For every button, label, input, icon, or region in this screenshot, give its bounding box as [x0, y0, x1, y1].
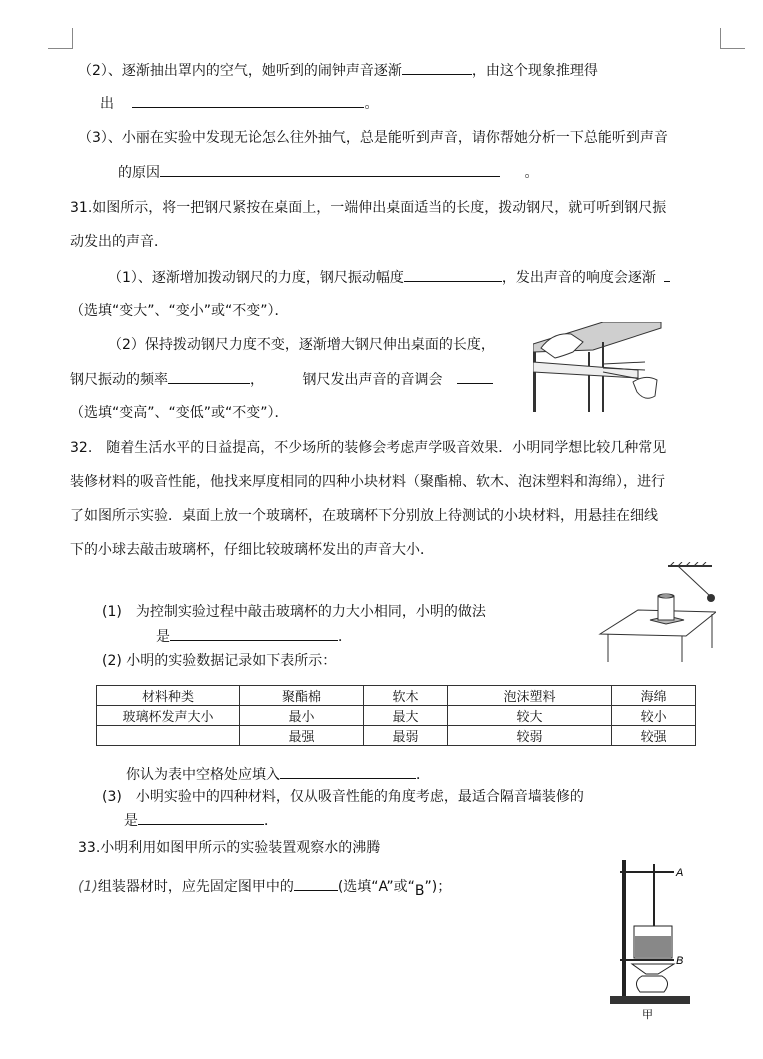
- q33-part1: [78, 876, 451, 901]
- answer-blank[interactable]: [404, 267, 502, 282]
- answer-blank[interactable]: [160, 162, 500, 177]
- answer-blank[interactable]: [664, 267, 670, 282]
- text: 装修材料的吸音性能，他找来厚度相同的四种小块材料（聚酯棉、软木、泡沫塑料和海绵），进行: [70, 474, 665, 490]
- corner-mark-right: [720, 28, 745, 49]
- text: 33.小明利用如图甲所示的实验装置观察水的沸腾: [78, 840, 381, 856]
- plucking-hand: [633, 377, 657, 398]
- q31-part2-line1: [108, 335, 495, 355]
- text: (1): [78, 879, 98, 895]
- table-cell: 最小: [240, 706, 364, 726]
- text: 下的小球去敲击玻璃杯，仔细比较玻璃杯发出的声音大小．: [70, 542, 434, 558]
- text: (3) 小明实验中的四种材料，仅从吸音性能的角度考虑，最适合隔音墙装修的: [102, 789, 584, 805]
- boiling-apparatus-figure: [610, 856, 710, 1024]
- text: 了如图所示实验．桌面上放一个玻璃杯，在玻璃杯下分别放上待测试的小块材料，用悬挂在细线: [70, 508, 658, 524]
- table-cell: 玻璃杯发声大小: [97, 706, 240, 726]
- text: 。: [524, 165, 539, 181]
- q32-part1-line2: [156, 626, 352, 647]
- q31-stem-line2: [70, 232, 168, 252]
- text: 钢尺振动的频率: [70, 372, 168, 388]
- text: (选填“A”或“: [337, 879, 415, 895]
- q32-stem-line4: [70, 540, 434, 560]
- answer-blank[interactable]: [294, 876, 338, 891]
- text: ”)；: [424, 879, 452, 895]
- pendulum-cup-figure: [598, 562, 716, 664]
- q32-part3-line2: [124, 810, 278, 831]
- table-cell: 较弱: [447, 726, 611, 746]
- answer-blank[interactable]: [168, 369, 250, 384]
- text: 你认为表中空格处应填入: [126, 767, 280, 783]
- answer-blank[interactable]: [170, 626, 338, 641]
- table-cell: 泡沫塑料: [447, 686, 611, 706]
- table-row: [97, 686, 696, 706]
- table-cell: 较强: [612, 726, 696, 746]
- prev-q-part3-line1: [78, 128, 668, 148]
- text: ，由这个现象推理得: [471, 63, 598, 79]
- q31-part1-hint: [70, 301, 289, 321]
- text: ．: [338, 629, 352, 645]
- text: （2）保持拨动钢尺力度不变，逐渐增大钢尺伸出桌面的长度，: [108, 337, 495, 353]
- text: 的原因: [118, 165, 160, 181]
- text: 是: [156, 629, 170, 645]
- text: ．: [264, 813, 278, 829]
- q31-stem-line1: [70, 198, 666, 218]
- table-row: [97, 726, 696, 746]
- answer-blank[interactable]: [132, 93, 364, 108]
- q32-part2-fill: [126, 764, 430, 785]
- text: (1) 为控制实验过程中敲击玻璃杯的力大小相同，小明的做法: [102, 604, 486, 620]
- stand-base: [610, 996, 690, 1004]
- text: 动发出的声音．: [70, 234, 168, 250]
- table-cell: 最强: [240, 726, 364, 746]
- text: B: [414, 882, 425, 899]
- glass-cup: [658, 596, 674, 620]
- ball: [707, 594, 715, 602]
- q31-part2-line2: [70, 369, 493, 390]
- answer-blank[interactable]: [138, 810, 264, 825]
- text: 出: [100, 96, 114, 112]
- text: ，发出声音的响度会逐渐: [501, 270, 656, 286]
- q32-stem-line1: [70, 438, 666, 458]
- string: [678, 566, 710, 596]
- table-cell: 海绵: [612, 686, 696, 706]
- table-cell-blank[interactable]: [97, 726, 240, 746]
- table-cell: 较小: [612, 706, 696, 726]
- text: 是: [124, 813, 138, 829]
- text: （选填“变大”、“变小”或“不变”）．: [70, 303, 289, 319]
- q32-part1-line1: [102, 602, 486, 622]
- steel-ruler-figure: [533, 322, 663, 414]
- q32-stem-line3: [70, 506, 658, 526]
- water: [635, 936, 671, 957]
- q32-part3-line1: [102, 787, 584, 807]
- table-cell: 材料种类: [97, 686, 240, 706]
- prev-q-part2-line2: [100, 93, 378, 114]
- text: 。: [364, 96, 379, 112]
- text: （2）、逐渐抽出罩内的空气，她听到的闹钟声音逐渐: [78, 63, 402, 79]
- text: （3）、小丽在实验中发现无论怎么往外抽气，总是能听到声音，请你帮她分析一下总能听到声音: [78, 130, 668, 146]
- q32-part2: [102, 651, 336, 671]
- q32-stem-line2: [70, 472, 665, 492]
- data-table: [96, 685, 696, 746]
- corner-mark-left: [48, 28, 73, 49]
- q31-part1: [108, 267, 670, 288]
- table-cell: 软木: [364, 686, 448, 706]
- text: 32. 随着生活水平的日益提高，不少场所的装修会考虑声学吸音效果．小明同学想比较几种常见: [70, 440, 667, 456]
- table-cell: 较大: [447, 706, 611, 726]
- alcohol-lamp: [636, 976, 667, 992]
- answer-blank[interactable]: [457, 369, 493, 384]
- text: （1）、逐渐增加拨动钢尺的力度，钢尺振动幅度: [108, 270, 404, 286]
- q33-stem: [78, 838, 380, 858]
- table-cell: 最大: [364, 706, 448, 726]
- prev-q-part3-line2: [118, 162, 538, 183]
- text: （选填“变高”、“变低”或“不变”）．: [70, 405, 289, 421]
- text: (2) 小明的实验数据记录如下表所示：: [102, 653, 337, 669]
- text: 31.如图所示，将一把钢尺紧按在桌面上，一端伸出桌面适当的长度，拨动钢尺，就可听到钢尺振: [70, 200, 667, 216]
- prev-q-part2-line1: [78, 60, 598, 81]
- pressing-hand: [541, 334, 583, 358]
- gauze: [632, 964, 674, 974]
- table-cell: 最弱: [364, 726, 448, 746]
- table-cell: 聚酯棉: [240, 686, 364, 706]
- text: ．: [416, 767, 430, 783]
- text: 钢尺发出声音的音调会: [302, 372, 443, 388]
- table-row: [97, 706, 696, 726]
- figure-caption: 甲: [642, 1009, 653, 1021]
- answer-blank[interactable]: [402, 60, 472, 75]
- answer-blank[interactable]: [280, 764, 416, 779]
- text: ，: [250, 372, 264, 388]
- q31-part2-hint: [70, 403, 289, 423]
- label-B: B: [676, 955, 684, 967]
- label-A: A: [676, 867, 684, 879]
- text: 组装器材时，应先固定图甲中的: [97, 879, 294, 895]
